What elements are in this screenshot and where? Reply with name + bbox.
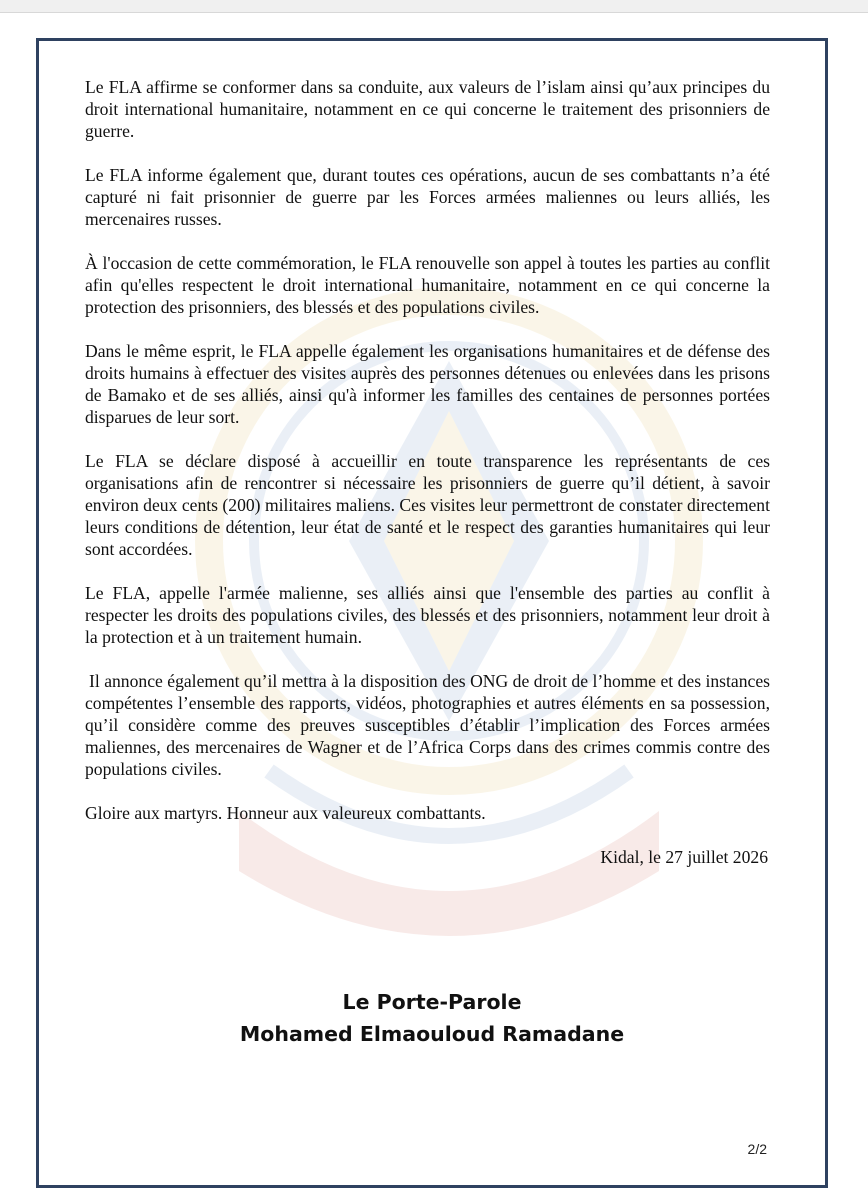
signature-name: Mohamed Elmaouloud Ramadane [239,1022,625,1046]
place-date: Kidal, le 27 juillet 2026 [600,847,768,867]
paragraph-3: À l'occasion de cette commémoration, le FLA renouvelle son appel à toutes les parties au conflit afin qu'elles respectent le droit international humanitaire, notamment en ce qui concerne la protection des prisonniers, des blessés et des populations civiles. [85,253,770,317]
paragraph-5: Le FLA se déclare disposé à accueillir en toute transparence les représentants de ces organisations afin de rencontrer si nécessaire les prisonniers de guerre qu’il détient, à savoir environ deux cents (200) militaires maliens. Ces visites leur permettront de constater directement leurs conditions de détention, leur état de santé et le respect des garanties humanitaires qui leur sont accordées. [85,451,770,559]
paragraph-6: Le FLA, appelle l'armée malienne, ses alliés ainsi que l'ensemble des parties au conflit à respecter les droits des populations civiles, des blessés et des prisonniers, notamment leur droit à la protection et à un traitement humain. [85,583,770,647]
document-page [36,38,828,1188]
paragraph-7: Il annonce également qu’il mettra à la disposition des ONG de droit de l’homme et des instances compétentes l’ensemble des rapports, vidéos, photographies et autres éléments en sa possession, qu’il considère comme des preuves susceptibles d’établir l’implication des Forces armées maliennes, des mercenaires de Wagner et de l’Africa Corps dans des crimes commis contre des populations civiles. [85,671,770,779]
page-number: 2/2 [747,1141,767,1157]
paragraph-1: Le FLA affirme se conformer dans sa conduite, aux valeurs de l’islam ainsi qu’aux principes du droit international humanitaire, notamment en ce qui concerne le traitement des prisonniers de guerre. [85,77,770,141]
paragraph-2: Le FLA informe également que, durant toutes ces opérations, aucun de ses combattants n’a été capturé ni fait prisonnier de guerre par les Forces armées maliennes ou leurs alliés, les mercenaires russes. [85,165,770,229]
document-body [85,76,770,868]
signature-title: Le Porte-Parole [342,990,522,1014]
paragraph-4: Dans le même esprit, le FLA appelle également les organisations humanitaires et de défense des droits humains à effectuer des visites auprès des personnes détenues ou enlevées dans les prisons de Bamako et de ses alliés, ainsi qu'à informer les familles des centaines de personnes portées disparues de leur sort. [85,341,770,427]
signature-block [39,986,825,1050]
viewer-top-bar [0,0,868,13]
closing-line: Gloire aux martyrs. Honneur aux valeureux combattants. [85,803,486,823]
